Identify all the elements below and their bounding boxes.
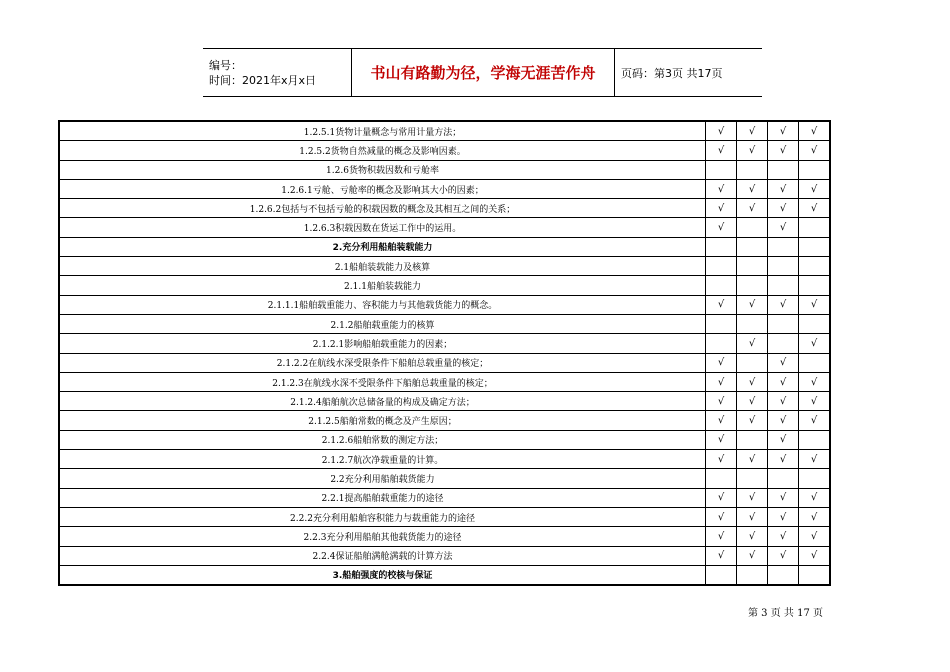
row-text: 2.1.2船舶载重能力的核算 [59,314,706,333]
check-cell [737,565,768,585]
check-cell: √ [706,527,737,546]
check-cell: √ [799,372,831,391]
check-cell [706,334,737,353]
syllabus-table [58,120,831,586]
check-cell: √ [768,372,799,391]
check-cell: √ [706,411,737,430]
check-cell: √ [737,546,768,565]
check-cell [737,160,768,179]
table-row [59,218,830,237]
check-cell: √ [799,141,831,160]
table-row [59,179,830,198]
row-text: 1.2.6.2包括与不包括亏舱的积载因数的概念及其相互之间的关系； [59,199,706,218]
check-cell: √ [737,372,768,391]
row-text: 2.1.1船舶装载能力 [59,276,706,295]
row-text: 2.2.1提高船舶载重能力的途径 [59,488,706,507]
row-text: 2.1.2.2在航线水深受限条件下船舶总载重量的核定； [59,353,706,372]
row-text: 2.1.2.7航次净载重量的计算。 [59,450,706,469]
table-row [59,237,830,256]
table-row [59,334,830,353]
number-label: 编号： [209,58,242,72]
table-row [59,527,830,546]
check-cell [799,314,831,333]
table-row [59,392,830,411]
check-cell: √ [768,527,799,546]
check-cell [768,276,799,295]
check-cell: √ [799,546,831,565]
check-cell: √ [799,450,831,469]
check-cell: √ [706,141,737,160]
check-cell: √ [737,411,768,430]
check-cell: √ [706,218,737,237]
row-text: 2.充分利用船舶装载能力 [59,237,706,256]
check-cell [737,314,768,333]
row-text: 2.2.4保证船舶满舱满载的计算方法 [59,546,706,565]
row-text: 2.1.2.4船舶航次总储备量的构成及确定方法； [59,392,706,411]
check-cell [799,565,831,585]
row-text: 2.1.2.6船舶常数的测定方法； [59,430,706,449]
check-cell [799,257,831,276]
check-cell: √ [799,334,831,353]
check-cell [706,565,737,585]
row-text: 1.2.5.1货物计量概念与常用计量方法； [59,121,706,141]
row-text: 2.2.3充分利用船舶其他载货能力的途径 [59,527,706,546]
table-row [59,199,830,218]
row-text: 2.2.2充分利用船舶容积能力与载重能力的途径 [59,507,706,526]
check-cell [768,565,799,585]
check-cell: √ [737,179,768,198]
check-cell: √ [799,507,831,526]
table-row [59,160,830,179]
check-cell: √ [799,411,831,430]
check-cell: √ [768,121,799,141]
check-cell [768,257,799,276]
row-text: 1.2.6.3积载因数在货运工作中的运用。 [59,218,706,237]
check-cell: √ [737,450,768,469]
check-cell: √ [768,450,799,469]
check-cell: √ [768,507,799,526]
check-cell [737,257,768,276]
check-cell: √ [799,392,831,411]
check-cell: √ [706,430,737,449]
table-row [59,565,830,585]
check-cell: √ [799,295,831,314]
check-cell: √ [768,218,799,237]
check-cell: √ [768,179,799,198]
table-row [59,507,830,526]
check-cell: √ [706,199,737,218]
check-cell [737,430,768,449]
check-cell [706,276,737,295]
motto: 书山有路勤为径，学海无涯苦作舟 [352,49,615,97]
check-cell: √ [768,392,799,411]
page-code: 页码：第3页 共17页 [615,49,763,97]
table-row [59,488,830,507]
row-text: 2.1船舶装载能力及核算 [59,257,706,276]
check-cell: √ [768,430,799,449]
page-footer: 第 3 页 共 17 页 [748,608,823,619]
table-row [59,121,830,141]
check-cell: √ [706,295,737,314]
check-cell [799,469,831,488]
table-row [59,372,830,391]
check-cell: √ [737,488,768,507]
check-cell: √ [737,392,768,411]
check-cell [737,237,768,256]
check-cell: √ [706,353,737,372]
check-cell [706,237,737,256]
check-cell: √ [737,199,768,218]
header-meta [203,49,352,97]
check-cell: √ [799,121,831,141]
check-cell [768,334,799,353]
row-text: 2.1.2.3在航线水深不受限条件下船舶总载重量的核定； [59,372,706,391]
check-cell: √ [706,546,737,565]
check-cell [768,314,799,333]
check-cell: √ [706,372,737,391]
check-cell: √ [768,199,799,218]
table-row [59,469,830,488]
table-row [59,276,830,295]
check-cell: √ [706,179,737,198]
check-cell [737,276,768,295]
table-row [59,295,830,314]
row-text: 2.1.1.1船舶载重能力、容积能力与其他载货能力的概念。 [59,295,706,314]
check-cell [799,430,831,449]
check-cell: √ [799,527,831,546]
row-text: 2.1.2.1影响船舶载重能力的因素； [59,334,706,353]
table-row [59,257,830,276]
check-cell [768,160,799,179]
row-text: 3.船舶强度的校核与保证 [59,565,706,585]
check-cell [737,469,768,488]
check-cell: √ [706,392,737,411]
check-cell [799,160,831,179]
check-cell [799,237,831,256]
time-label: 时间：2021年x月x日 [209,73,317,87]
check-cell: √ [706,488,737,507]
check-cell: √ [799,488,831,507]
check-cell: √ [768,546,799,565]
table-row [59,314,830,333]
table-row [59,450,830,469]
check-cell: √ [737,527,768,546]
table-row [59,141,830,160]
check-cell: √ [768,411,799,430]
check-cell [799,353,831,372]
check-cell [799,276,831,295]
check-cell: √ [706,450,737,469]
row-text: 1.2.6货物积载因数和亏舱率 [59,160,706,179]
check-cell [706,160,737,179]
check-cell: √ [706,507,737,526]
check-cell: √ [768,141,799,160]
row-text: 2.1.2.5船舶常数的概念及产生原因； [59,411,706,430]
check-cell: √ [768,295,799,314]
check-cell [737,353,768,372]
check-cell: √ [737,334,768,353]
check-cell: √ [799,179,831,198]
check-cell: √ [737,141,768,160]
check-cell: √ [737,295,768,314]
row-text: 1.2.5.2货物自然减量的概念及影响因素。 [59,141,706,160]
row-text: 1.2.6.1亏舱、亏舱率的概念及影响其大小的因素； [59,179,706,198]
table-row [59,411,830,430]
check-cell: √ [706,121,737,141]
check-cell [768,469,799,488]
check-cell [706,469,737,488]
check-cell [768,237,799,256]
check-cell: √ [737,507,768,526]
row-text: 2.2充分利用船舶载货能力 [59,469,706,488]
check-cell: √ [768,488,799,507]
check-cell [799,218,831,237]
check-cell [706,257,737,276]
check-cell: √ [799,199,831,218]
check-cell: √ [737,121,768,141]
page-header [203,48,762,97]
check-cell [737,218,768,237]
table-row [59,353,830,372]
check-cell [706,314,737,333]
table-row [59,430,830,449]
check-cell: √ [768,353,799,372]
table-row [59,546,830,565]
